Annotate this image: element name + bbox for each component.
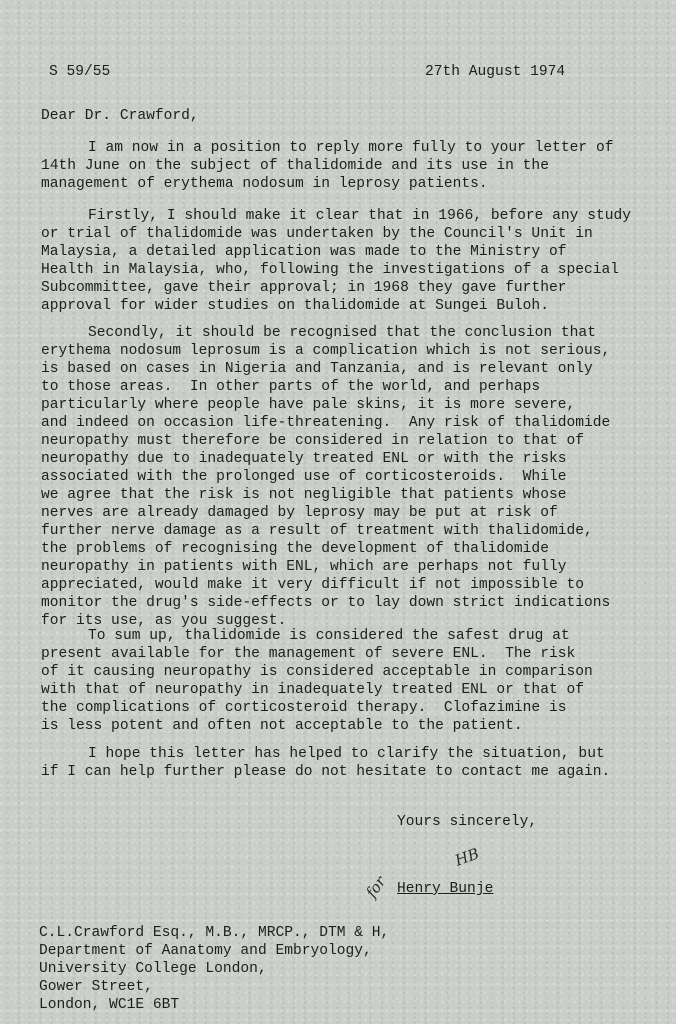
paragraph-3-line-8: neuropathy due to inadequately treated ENL or with the risks [41, 451, 567, 467]
paragraph-3-line-9: associated with the prolonged use of corticosteroids. While [41, 469, 567, 485]
paragraph-2-line-3: Malaysia, a detailed application was made to the Ministry of [41, 244, 567, 260]
paragraph-4-line-4: with that of neuropathy in inadequately treated ENL or that of [41, 682, 584, 698]
paragraph-3-line-7: neuropathy must therefore be considered in relation to that of [41, 433, 584, 449]
paragraph-3-line-17: for its use, as you suggest. [41, 613, 287, 629]
paragraph-3-line-15: appreciated, would make it very difficult if not impossible to [41, 577, 584, 593]
recipient-line-1: C.L.Crawford Esq., M.B., MRCP., DTM & H, [39, 925, 390, 941]
paragraph-3-line-14: neuropathy in patients with ENL, which are perhaps not fully [41, 559, 567, 575]
paragraph-3-line-4: to those areas. In other parts of the world, and perhaps [41, 379, 541, 395]
reference-number: S 59/55 [49, 64, 111, 80]
paragraph-3-line-13: the problems of recognising the development of thalidomide [41, 541, 549, 557]
paragraph-3-line-6: and indeed on occasion life-threatening. Any risk of thalidomide [41, 415, 611, 431]
paragraph-2-line-2: or trial of thalidomide was undertaken by the Council's Unit in [41, 226, 593, 242]
paragraph-3-line-10: we agree that the risk is not negligible that patients whose [41, 487, 567, 503]
paragraph-2-line-6: approval for wider studies on thalidomide at Sungei Buloh. [41, 298, 549, 314]
signature-for-mark: for [362, 872, 390, 902]
paragraph-3-line-16: monitor the drug's side-effects or to lay down strict indications [41, 595, 611, 611]
salutation: Dear Dr. Crawford, [41, 108, 199, 124]
paragraph-4-line-5: the complications of corticosteroid therapy. Clofazimine is [41, 700, 567, 716]
paragraph-3-line-5: particularly where people have pale skins, it is more severe, [41, 397, 576, 413]
paragraph-1-line-1: I am now in a position to reply more fully to your letter of [88, 140, 614, 156]
closing: Yours sincerely, [397, 814, 538, 830]
paragraph-5-line-1: I hope this letter has helped to clarify the situation, but [88, 746, 605, 762]
paragraph-4-line-3: of it causing neuropathy is considered acceptable in comparison [41, 664, 593, 680]
recipient-line-3: University College London, [39, 961, 267, 977]
paragraph-3-line-12: further nerve damage as a result of treatment with thalidomide, [41, 523, 593, 539]
paragraph-3-line-1: Secondly, it should be recognised that the conclusion that [88, 325, 596, 341]
paragraph-4-line-6: is less potent and often not acceptable to the patient. [41, 718, 523, 734]
paragraph-1-line-2: 14th June on the subject of thalidomide and its use in the [41, 158, 549, 174]
paragraph-4-line-1: To sum up, thalidomide is considered the safest drug at [88, 628, 570, 644]
paragraph-1-line-3: management of erythema nodosum in leprosy patients. [41, 176, 488, 192]
paragraph-2-line-4: Health in Malaysia, who, following the investigations of a special [41, 262, 620, 278]
paragraph-5-line-2: if I can help further please do not hesitate to contact me again. [41, 764, 611, 780]
signature-initials: HB [452, 844, 482, 870]
paragraph-3-line-2: erythema nodosum leprosum is a complication which is not serious, [41, 343, 611, 359]
paragraph-2-line-1: Firstly, I should make it clear that in 1966, before any study [88, 208, 631, 224]
paragraph-2-line-5: Subcommittee, gave their approval; in 1968 they gave further [41, 280, 567, 296]
paragraph-4-line-2: present available for the management of severe ENL. The risk [41, 646, 576, 662]
paragraph-3-line-3: is based on cases in Nigeria and Tanzania, and is relevant only [41, 361, 593, 377]
paragraph-3-line-11: nerves are already damaged by leprosy may be put at risk of [41, 505, 558, 521]
signatory-name: Henry Bunje [397, 881, 494, 897]
letter-date: 27th August 1974 [425, 64, 566, 80]
recipient-line-4: Gower Street, [39, 979, 153, 995]
recipient-line-5: London, WC1E 6BT [39, 997, 180, 1013]
recipient-line-2: Department of Aanatomy and Embryology, [39, 943, 372, 959]
